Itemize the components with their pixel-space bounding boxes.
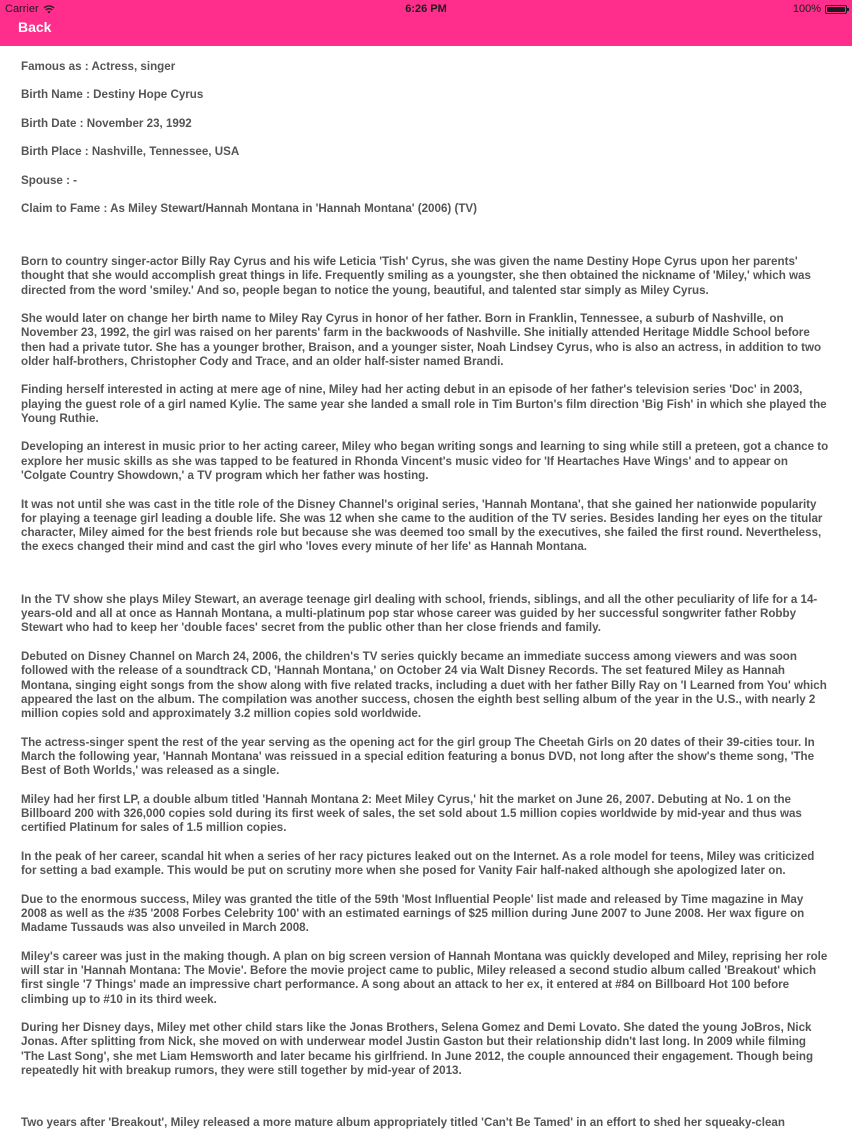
bio-paragraph: Miley's career was just in the making though. A plan on big screen version of Hannah Montana was quickly developed and Miley, reprising her role will star in 'Hannah Montana: The Movie'. Before the movie project came to public, Miley released a second studio album called 'Breakout' which first single '7 Things' made an impressive chart performance. A song about an attack to her ex, it entered at #84 on Billboard Hot 100 before climbing up to #10 in its third week. (21, 949, 828, 1006)
bio-paragraph: The actress-singer spent the rest of the year serving as the opening act for the girl group The Cheetah Girls on 20 dates of their 39-cities tour. In March the following year, 'Hannah Montana' was reissued in a special edition featuring a bonus DVD, not long after the show's theme song, 'The Best of Both Worlds,' was released as a single. (21, 735, 815, 778)
biography-section-1 (21, 255, 831, 555)
bio-paragraph: It was not until she was cast in the title role of the Disney Channel's original series, 'Hannah Montana', that she gained her nationwide popularity for playing a teenage girl leading a double life. She was 12 when she came to the audition of the TV series. Besides landing her eyes on the titular character, Miley aimed for the best friends role but because she was deemed too small by the executives, she failed the first round. Nevertheless, the execs changed their mind and cast the girl who 'loves every minute of her life' as Hannah Montana. (21, 497, 823, 554)
bio-paragraph: Miley had her first LP, a double album titled 'Hannah Montana 2: Meet Miley Cyrus,' hit the market on June 26, 2007. Debuting at No. 1 on the Billboard 200 with 326,000 copies sold during its first week of sales, the set sold about 1.5 million copies worldwide by mid-year and thus was certified Platinum for sales of 1.5 million copies. (21, 792, 802, 835)
field-birth-date: Birth Date : November 23, 1992 (21, 116, 192, 130)
spacer (21, 569, 831, 593)
spacer (21, 231, 831, 255)
bio-paragraph: Born to country singer-actor Billy Ray Cyrus and his wife Leticia 'Tish' Cyrus, she was given the name Destiny Hope Cyrus upon her parents' thought that she would accomplish great things in life. Frequently smiling as a youngster, she then obtained the nickname of 'Miley,' which was directed from the word 'smiley.' And so, people began to notice the young, beautiful, and talented star simply as Miley Cyrus. (21, 254, 811, 297)
field-claim-to-fame: Claim to Fame : As Miley Stewart/Hannah Montana in 'Hannah Montana' (2006) (TV) (21, 202, 478, 216)
biography-section-3 (21, 1116, 831, 1130)
spacer (21, 1092, 831, 1116)
biography-section-2 (21, 593, 831, 1078)
battery-percent: 100% (792, 3, 821, 15)
status-bar (0, 0, 852, 18)
bio-paragraph: In the peak of her career, scandal hit when a series of her racy pictures leaked out on the Internet. As a role model for teens, Miley was criticized for setting a bad example. This would be put on scrutiny more when she posed for Vanity Fair half-naked although she apologized later on. (21, 849, 815, 878)
field-spouse: Spouse : - (21, 173, 78, 187)
bio-paragraph: Developing an interest in music prior to her acting career, Miley who began writing songs and learning to sing while still a preteen, got a chance to explore her music skills as she was tapped to be featured in Rhonda Vincent's music video for 'If Heartaches Have Wings' and to appear on 'Colgate Country Showdown,' a TV program which her father was hosting. (21, 440, 829, 483)
bio-paragraph: In the TV show she plays Miley Stewart, an average teenage girl dealing with school, friends, siblings, and all the other peculiarity of life for a 14-years-old and all at once as Hannah Montana, a multi-platinum pop star whose career was guided by her successful songwriter father Robby Stewart who had to keep her 'double faces' secret from the public other than her close friends and family. (21, 592, 818, 635)
field-birth-name: Birth Name : Destiny Hope Cyrus (21, 88, 204, 102)
status-right (793, 3, 847, 15)
battery-level (827, 7, 845, 12)
content-area (21, 60, 831, 1145)
carrier-label: Carrier (5, 3, 39, 15)
navigation-header (0, 0, 852, 46)
bio-paragraph: During her Disney days, Miley met other child stars like the Jonas Brothers, Selena Gomez and Demi Lovato. She dated the young JoBros, Nick Jonas. After splitting from Nick, she moved on with underwear model Justin Gaston but their relationship didn't last long. In 2009 while filming 'The Last Song', she met Liam Hemsworth and later became his girlfriend. In June 2012, the couple announced their engagement. Though being repeatedly hit with breakup rumors, they were still together by mid-year of 2013. (21, 1021, 814, 1077)
back-button[interactable]: Back (18, 19, 52, 35)
profile-fields (21, 60, 831, 217)
field-birth-place: Birth Place : Nashville, Tennessee, USA (21, 145, 240, 159)
bio-paragraph: Two years after 'Breakout', Miley released a more mature album appropriately titled 'Can't Be Tamed' in an effort to shed her squeaky-clean (21, 1116, 785, 1130)
bio-paragraph: Finding herself interested in acting at mere age of nine, Miley had her acting debut in an episode of her father's television series 'Doc' in 2003, playing the guest role of a girl named Kylie. The same year she landed a small role in Tim Burton's film direction 'Big Fish' in which she played the Young Ruthie. (21, 383, 827, 425)
field-famous-as: Famous as : Actress, singer (21, 60, 176, 73)
bio-paragraph: Debuted on Disney Channel on March 24, 2006, the children's TV series quickly became an immediate success among viewers and was soon followed with the release of a soundtrack CD, 'Hannah Montana,' on October 24 via Walt Disney Records. The set featured Miley as Hannah Montana, singing eight songs from the show along with five related tracks, including a duet with her father Billy Ray on 'I Learned from You' which appeared the last on the album. The compilation was another success, chosen the eighth best selling album of the year in the U.S., with nearly 2 million copies sold and approximately 3.2 million copies sold worldwide. (21, 649, 827, 721)
battery-icon (825, 5, 847, 14)
bio-paragraph: Due to the enormous success, Miley was granted the title of the 59th 'Most Influential People' list made and released by Time magazine in May 2008 as well as the #35 '2008 Forbes Celebrity 100' with an estimated earnings of $25 million during June 2007 to June 2008. Her wax figure on Madame Tussauds was also unveiled in March 2008. (21, 892, 805, 935)
bio-paragraph: She would later on change her birth name to Miley Ray Cyrus in honor of her father. Born in Franklin, Tennessee, a suburb of Nashville, on November 23, 1992, the girl was raised on her parents' farm in the backwoods of Nashville. She initially attended Heritage Middle School before then had a private tutor. She has a younger brother, Braison, and a younger sister, Noah Lindsey Cyrus, who is also an actress, in addition to two older half-brothers, Christopher Cody and Trace, and an older half-sister named Brandi. (21, 311, 822, 368)
status-time: 6:26 PM (405, 3, 447, 15)
